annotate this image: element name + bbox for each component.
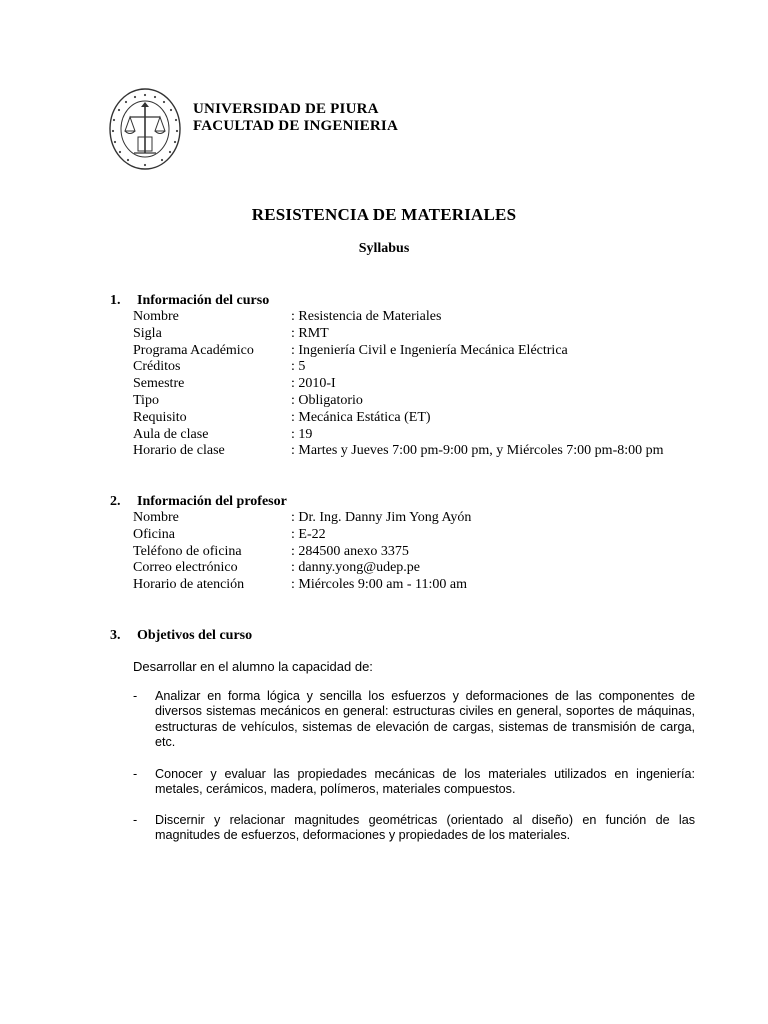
info-value: : 284500 anexo 3375 <box>291 543 409 559</box>
info-label: Aula de clase <box>133 426 209 442</box>
bullet-text: Conocer y evaluar las propiedades mecánicas de los materiales utilizados en ingeniería: metales, cerámicos, madera, polímeros, materiales compuestos. <box>155 767 695 797</box>
info-label: Nombre <box>133 309 179 324</box>
info-label: Créditos <box>133 359 181 375</box>
info-value: : Ingeniería Civil e Ingeniería Mecánica Eléctrica <box>291 342 568 358</box>
section-title: Objetivos del curso <box>137 628 253 643</box>
info-value: : Miércoles 9:00 am - 11:00 am <box>291 577 467 593</box>
university-seal-icon <box>108 87 182 171</box>
faculty-name: FACULTAD DE INGENIERIA <box>193 118 398 134</box>
info-label: Oficina <box>133 526 175 542</box>
info-value: : E-22 <box>291 526 326 542</box>
email-value: : danny.yong@udep.pe <box>291 560 421 576</box>
bullet-text: Analizar en forma lógica y sencilla los esfuerzos y deformaciones de las componentes de diversos sistemas mecánicos en general: estructuras civiles en general, soportes de máquinas, estructuras de vehículos, sistemas de elevación de cargas, sistemas de transmisión de carga, etc. <box>155 689 695 750</box>
info-value: : 2010-I <box>291 376 336 392</box>
document-subtitle: Syllabus <box>358 241 410 256</box>
section-number: 3. <box>110 628 121 643</box>
info-label: Teléfono de oficina <box>133 543 242 559</box>
info-value: : 19 <box>291 426 313 442</box>
bullet-dash: - <box>133 689 138 703</box>
info-label: Sigla <box>133 325 162 341</box>
info-value: : RMT <box>291 325 329 341</box>
info-label: Nombre <box>133 510 179 525</box>
section-title: Información del curso <box>137 293 270 308</box>
bullet-text: Discernir y relacionar magnitudes geométricas (orientado al diseño) en función de las magnitudes de esfuerzos, deformaciones y propiedades de los materiales. <box>155 813 695 843</box>
document-title: RESISTENCIA DE MATERIALES <box>251 205 517 224</box>
bullet-dash: - <box>133 767 138 781</box>
section-number: 2. <box>110 494 121 509</box>
info-label: Semestre <box>133 376 185 392</box>
info-label: Correo electrónico <box>133 560 238 576</box>
info-value: : Resistencia de Materiales <box>291 309 442 324</box>
info-value: : Mecánica Estática (ET) <box>291 409 431 425</box>
section-number: 1. <box>110 293 121 308</box>
info-label: Requisito <box>133 409 187 425</box>
section-title: Información del profesor <box>137 494 287 509</box>
info-label: Tipo <box>133 392 159 408</box>
objectives-intro: Desarrollar en el alumno la capacidad de: <box>133 659 373 674</box>
info-label: Horario de clase <box>133 443 225 459</box>
info-value: : Martes y Jueves 7:00 pm-9:00 pm, y Miércoles 7:00 pm-8:00 pm <box>291 443 664 459</box>
university-header <box>193 101 398 135</box>
info-label: Horario de atención <box>133 577 245 593</box>
bullet-dash: - <box>133 813 138 827</box>
info-value: : Dr. Ing. Danny Jim Yong Ayón <box>291 510 472 525</box>
info-value: : Obligatorio <box>291 392 363 408</box>
info-value: : 5 <box>291 359 306 375</box>
university-name: UNIVERSIDAD DE PIURA <box>193 101 379 117</box>
info-label: Programa Académico <box>133 342 254 358</box>
